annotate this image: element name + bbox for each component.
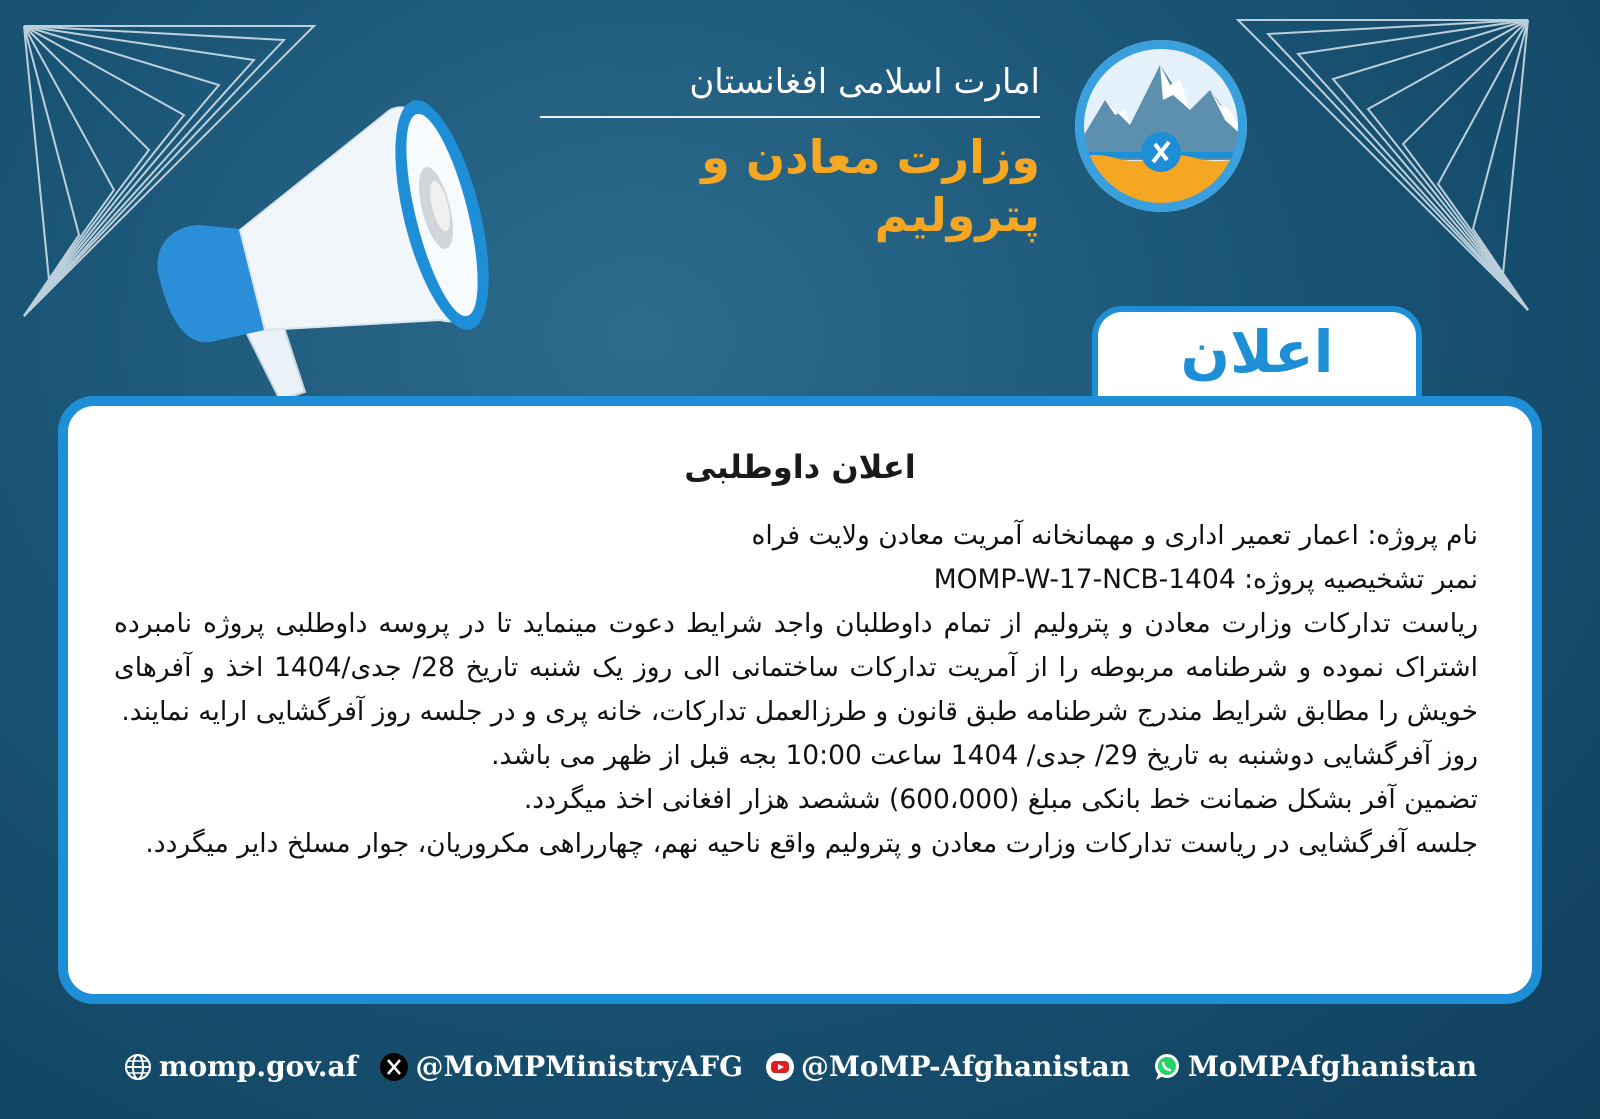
announcement-tab [1092, 306, 1422, 398]
line-fan-right-decoration [1228, 14, 1538, 314]
x-handle-text: @MoMPMinistryAFG [415, 1050, 744, 1083]
project-name-line: نام پروژه: اعمار تعمیر اداری و مهمانخانه آمریت معادن ولایت فراه [751, 520, 1478, 551]
ministry-logo [1075, 40, 1247, 212]
announcement-tab-label: اعلان [1180, 318, 1334, 386]
notice-title: اعلان داوطلبی [684, 448, 916, 486]
x-link[interactable] [379, 1050, 743, 1083]
header [540, 60, 1040, 244]
bid-opening-date-line: روز آفرگشایی دوشنبه به تاریخ 29/ جدی/ 1404 ساعت 10:00 بجه قبل از ظهر می باشد. [491, 740, 1478, 771]
youtube-handle-text: @MoMP-Afghanistan [800, 1050, 1131, 1083]
whatsapp-link[interactable] [1152, 1050, 1477, 1083]
footer-contacts [0, 1050, 1600, 1089]
bid-opening-location-line: جلسه آفرگشایی در ریاست تدارکات وزارت معادن و پترولیم واقع ناحیه نهم، چهارراهی مکروریان، جوار مسلخ دایر میگردد. [145, 828, 1478, 859]
whatsapp-handle-text: MoMPAfghanistan [1187, 1050, 1478, 1083]
bid-security-line: تضمین آفر بشکل ضمانت خط بانکی مبلغ (600،000) ششصد هزار افغانی اخذ میگردد. [523, 784, 1478, 815]
project-id-line: نمبر تشخیصیه پروژه: MOMP-W-17-NCB-1404 [933, 564, 1478, 595]
notice-body [114, 514, 1478, 866]
globe-icon [123, 1052, 153, 1082]
header-divider [540, 116, 1040, 118]
emirate-title: امارت اسلامی افغانستان [689, 62, 1040, 102]
youtube-icon [765, 1052, 795, 1082]
website-text: momp.gov.af [158, 1050, 358, 1083]
notice-card [58, 396, 1542, 1004]
ministry-title: وزارت معادن و پترولیم [701, 130, 1040, 242]
youtube-link[interactable] [765, 1050, 1130, 1083]
megaphone-icon [140, 80, 510, 410]
whatsapp-icon [1152, 1052, 1182, 1082]
x-logo-icon [379, 1052, 409, 1082]
website-link[interactable] [123, 1050, 358, 1083]
invitation-paragraph: ریاست تدارکات وزارت معادن و پترولیم از تمام داوطلبان واجد شرایط دعوت مینماید تا در پروسه داوطلبی پروژه نامبرده اشتراک نموده و شرطنامه مربوطه را از آمریت تدارکات ساختمانی الی روز یک شنبه تاریخ 28/ جدی/1404 اخذ و آفرهای خویش را مطابق شرایط مندرج شرطنامه طبق قانون و طرزالعمل تدارکات، خانه پری و در جلسه روز آفرگشایی ارایه نمایند. [114, 608, 1478, 727]
